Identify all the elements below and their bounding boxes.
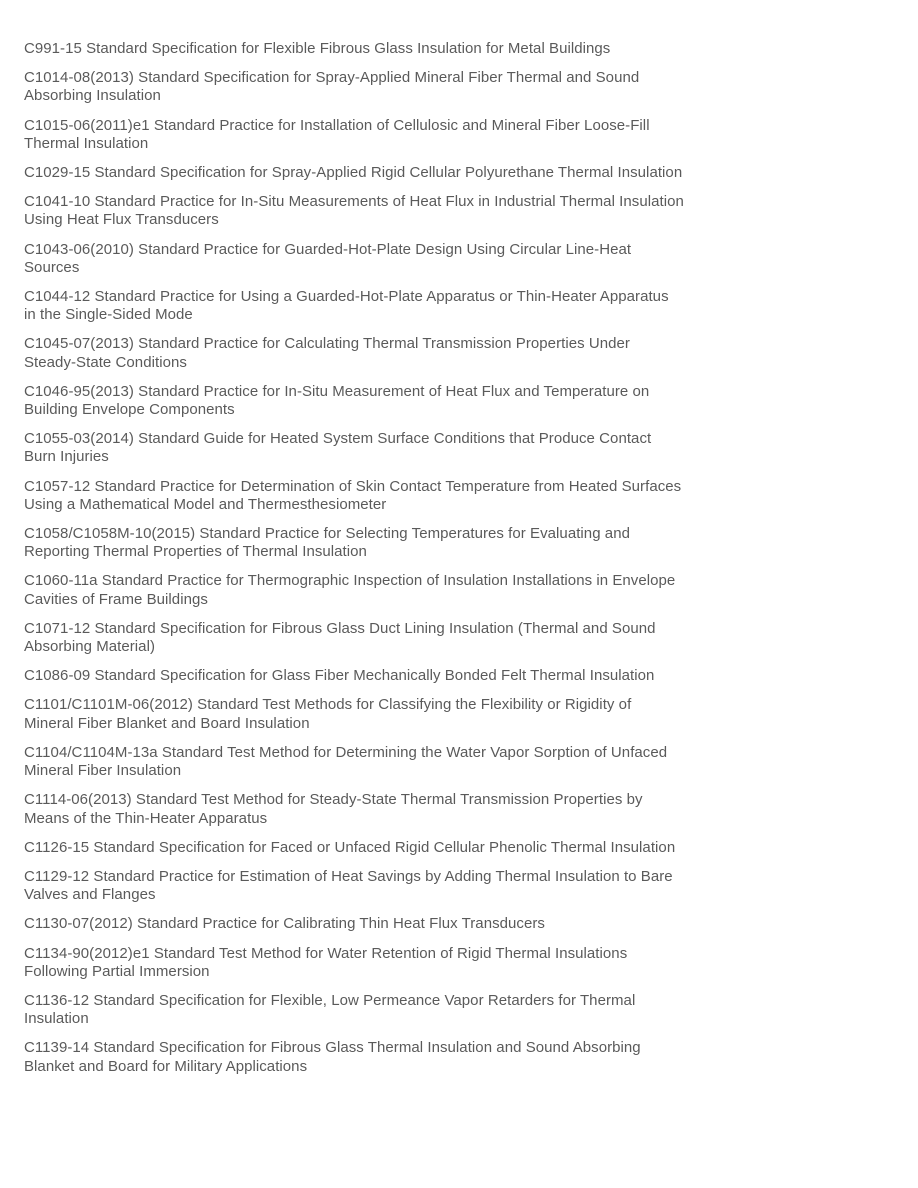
standard-entry: C1130-07(2012) Standard Practice for Calibrating Thin Heat Flux Transducers (24, 915, 545, 933)
standard-entry: C1139-14 Standard Specification for Fibrous Glass Thermal Insulation and Sound Absorbing Blanket and Board for Military Applications (24, 1039, 641, 1075)
standard-entry: C1015-06(2011)e1 Standard Practice for Installation of Cellulosic and Mineral Fiber Loose-Fill Thermal Insulation (24, 116, 650, 152)
standard-entry: C1046-95(2013) Standard Practice for In-Situ Measurement of Heat Flux and Temperature on Building Envelope Components (24, 382, 650, 419)
standard-entry: C1060-11a Standard Practice for Thermographic Inspection of Insulation Installations in Envelope Cavities of Frame Buildings (24, 572, 676, 608)
standard-entry: C1114-06(2013) Standard Test Method for Steady-State Thermal Transmission Properties by Means of the Thin-Heater Apparatus (24, 791, 643, 827)
standard-entry: C1014-08(2013) Standard Specification for Spray-Applied Mineral Fiber Thermal and Sound Absorbing Insulation (24, 69, 640, 105)
standard-entry: C1101/C1101M-06(2012) Standard Test Methods for Classifying the Flexibility or Rigidity of Mineral Fiber Blanket and Board Insulation (24, 696, 632, 732)
standard-entry: C1044-12 Standard Practice for Using a Guarded-Hot-Plate Apparatus or Thin-Heater Apparatus in the Single-Sided Mode (24, 288, 669, 324)
standard-entry: C1043-06(2010) Standard Practice for Guarded-Hot-Plate Design Using Circular Line-Heat Sources (24, 240, 632, 276)
standard-entry: C1055-03(2014) Standard Guide for Heated System Surface Conditions that Produce Contact Burn Injuries (24, 430, 652, 466)
standards-list (24, 40, 684, 1087)
standard-entry: C1126-15 Standard Specification for Faced or Unfaced Rigid Cellular Phenolic Thermal Insulation (24, 838, 676, 856)
standard-entry: C1029-15 Standard Specification for Spray-Applied Rigid Cellular Polyurethane Thermal Insulation (24, 164, 683, 182)
standard-entry: C1041-10 Standard Practice for In-Situ Measurements of Heat Flux in Industrial Thermal Insulation Using Heat Flux Transducers (24, 193, 684, 229)
standard-entry: C1136-12 Standard Specification for Flexible, Low Permeance Vapor Retarders for Thermal Insulation (24, 991, 636, 1028)
standard-entry: C1071-12 Standard Specification for Fibrous Glass Duct Lining Insulation (Thermal and Sound Absorbing Material) (24, 619, 656, 656)
standard-entry: C1129-12 Standard Practice for Estimation of Heat Savings by Adding Thermal Insulation to Bare Valves and Flanges (24, 867, 673, 904)
standard-entry: C1086-09 Standard Specification for Glass Fiber Mechanically Bonded Felt Thermal Insulation (24, 667, 655, 685)
standard-entry: C1134-90(2012)e1 Standard Test Method for Water Retention of Rigid Thermal Insulations Following Partial Immersion (24, 944, 628, 980)
standard-entry: C1045-07(2013) Standard Practice for Calculating Thermal Transmission Properties Under Steady-State Conditions (24, 335, 630, 371)
standard-entry: C1057-12 Standard Practice for Determination of Skin Contact Temperature from Heated Surfaces Using a Mathematical Model and Thermesthesiometer (24, 477, 682, 513)
standard-entry: C1058/C1058M-10(2015) Standard Practice for Selecting Temperatures for Evaluating and Reporting Thermal Properties of Thermal Insulation (24, 525, 630, 561)
standard-entry: C1104/C1104M-13a Standard Test Method for Determining the Water Vapor Sorption of Unfaced Mineral Fiber Insulation (24, 743, 668, 780)
standard-entry: C991-15 Standard Specification for Flexible Fibrous Glass Insulation for Metal Buildings (24, 40, 611, 57)
